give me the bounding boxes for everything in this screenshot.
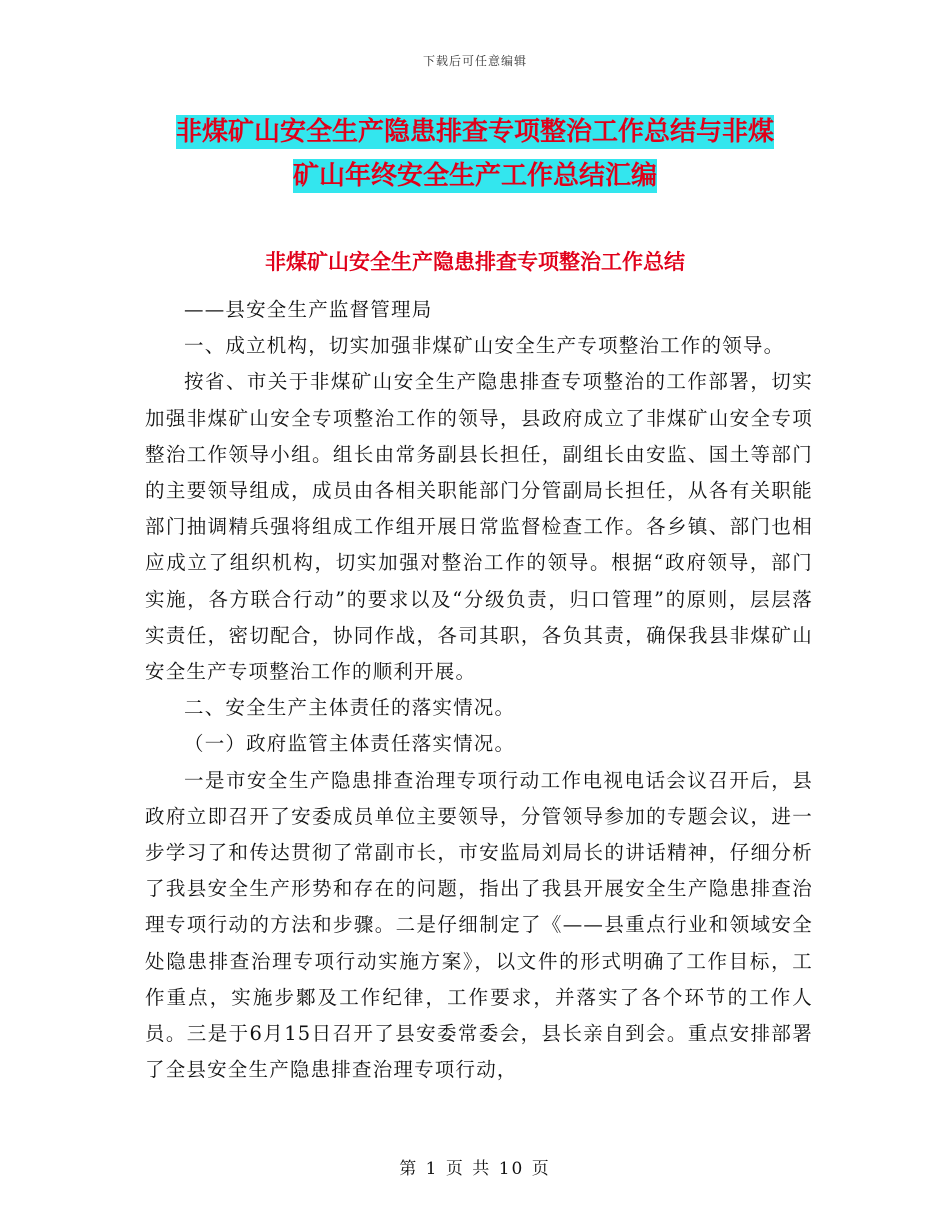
page-number: 第 1 页 共 10 页: [399, 1159, 551, 1179]
heading-2-1: （一）政府监管主体责任落实情况。: [184, 732, 516, 756]
heading-1: 一、成立机构，切实加强非煤矿山安全生产专项整治工作的领导。: [184, 334, 785, 358]
paragraph-1: 按省、市关于非煤矿山安全生产隐患排查专项整治的工作部署，切实加强非煤矿山安全专项整治工作的领导，县政府成立了非煤矿山安全专项整治工作领导小组。组长由常务副县长担任，副组长由安监、国土等部门的主要领导组成，成员由各相关职能部门分管副局长担任，从各有关职能部门抽调精兵强将组成工作组开展日常监督检查工作。各乡镇、部门也相应成立了组织机构，切实加强对整治工作的领导。根据“政府领导，部门实施，各方联合行动”的要求以及“分级负责，归口管理”的原则，层层落实责任，密切配合，协同作战，各司其职，各负其责，确保我县非煤矿山安全生产专项整治工作的顺利开展。: [145, 370, 813, 684]
document-title-line-2: [0, 154, 950, 198]
page-header-note: 下载后可任意编辑: [422, 54, 527, 68]
section-title: 非煤矿山安全生产隐患排查专项整治工作总结: [265, 250, 685, 274]
document-title-line-2-text: 矿山年终安全生产工作总结汇编: [292, 161, 657, 191]
paragraph-2: 一是市安全生产隐患排查治理专项行动工作电视电话会议召开后，县政府立即召开了安委成员单位主要领导，分管领导参加的专题会议，进一步学习了和传达贯彻了常副市长，市安监局刘局长的讲话精神，仔细分析了我县安全生产形势和存在的问题，指出了我县开展安全生产隐患排查治理专项行动的方法和步骤。二是仔细制定了《——县重点行业和领域安全处隐患排查治理专项行动实施方案》，以文件的形式明确了工作目标，工作重点，实施步鄹及工作纪律，工作要求，并落实了各个环节的工作人员。三是于6月15日召开了县安委常委会，县长亲自到会。重点安排部署了全县安全生产隐患排查治理专项行动，: [145, 768, 813, 1082]
document-title-line-1-text: 非煤矿山安全生产隐患排查专项整治工作总结与非煤: [175, 117, 774, 147]
heading-2: 二、安全生产主体责任的落实情况。: [184, 696, 516, 720]
document-title-line-1: [0, 110, 950, 154]
author-line: ——县安全生产监督管理局: [184, 298, 433, 321]
document-body: [145, 292, 813, 1088]
